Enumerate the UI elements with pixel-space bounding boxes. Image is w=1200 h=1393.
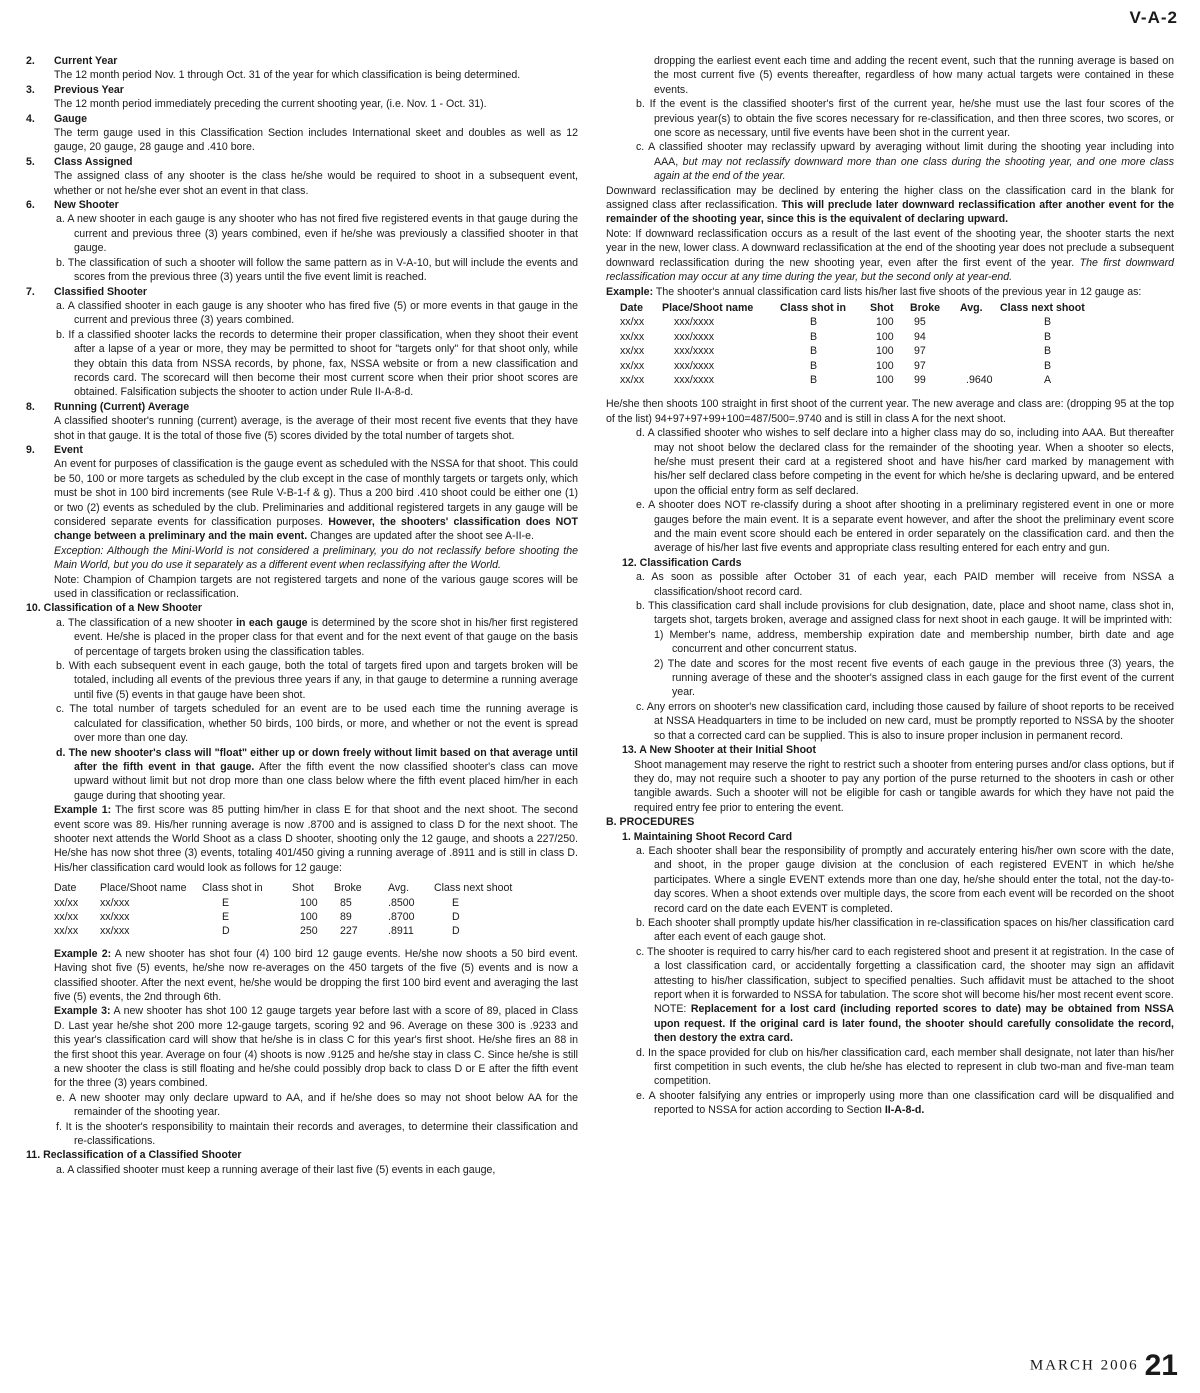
section-10-heading: 10. Classification of a New Shooter bbox=[26, 602, 203, 615]
section-8-heading: 8. Running (Current) Average bbox=[26, 400, 190, 413]
section-9-heading: 9. Event bbox=[26, 443, 83, 456]
table-row bbox=[620, 344, 1091, 358]
table-cell: B bbox=[810, 330, 818, 343]
table-cell bbox=[960, 359, 1000, 373]
table-cell: 100 bbox=[876, 330, 894, 343]
page-identifier: V-A-2 bbox=[1129, 8, 1178, 27]
table-cell: .9640 bbox=[966, 373, 993, 386]
table-cell: E bbox=[222, 910, 230, 923]
example-3: Example 3: A new shooter has shot 100 12 gauge targets year before last with a score of 89, placed in Class D. Last year he/she shot 200 more 12-gauge targets, scoring 92 and 96. Average on these 300 is .9233 and this year's classification card will show that he/she is in class C for this year's first shoot. He/she fires an 88 in the first shoot this year. Average on four (4) shoots is now .9125 and he/she stay in class C. Since he/she is still a new shooter the class is still floating and he/she could possibly drop back to class D or E after the fifth event for the three (3) years combined. bbox=[54, 1005, 578, 1090]
section-11b: b. If the event is the classified shooter's first of the current year, he/she must use the last four scores of the previous year(s) to obtain the five scores necessary for re-classification, and then three scores, two scores, or one score as necessary, until five events have been shot in the current year. bbox=[636, 98, 1174, 140]
table-row bbox=[620, 330, 1091, 344]
table-cell: xx/xx bbox=[620, 345, 645, 358]
table-cell: 100 bbox=[876, 316, 894, 329]
table-cell: E bbox=[222, 896, 230, 909]
table-cell: D bbox=[222, 925, 230, 938]
procedure-1e: e. A shooter falsifying any entries or improperly using more than one classification card will be disqualified and reported to NSSA for action according to Section II-A-8-d. bbox=[636, 1089, 1174, 1117]
section-12b-2: 2) The date and scores for the most recent five events of each gauge in the previous three (3) years, the running average of these and the shooter's assigned class in each gauge for the first event of the current year. bbox=[654, 657, 1174, 699]
table-row bbox=[620, 359, 1091, 373]
section-5-heading: 5. Class Assigned bbox=[26, 155, 133, 168]
section-11a-continued: dropping the earliest event each time and adding the recent event, such that the running average is based on the most current five (5) events thereafter, regardless of how many actual targets were contained in these events. bbox=[654, 55, 1174, 96]
table-header: Date bbox=[54, 882, 77, 895]
table-cell: 100 bbox=[876, 359, 894, 372]
procedure-1a: a. Each shooter shall bear the responsibility of promptly and accurately entering his/her own score with the date, and shoot, in the proper gauge division at the conclusion of each registered EVENT in which he/she participates. Where a single EVENT extends more than one day, he/she should enter the total, not the day-to-day scores. When a shoot extends over multiple days, the score from each event will be recorded on the shoot record card on the date each EVENT is completed. bbox=[636, 844, 1174, 915]
table-cell bbox=[960, 344, 1000, 358]
right-column bbox=[606, 54, 1174, 1118]
example-2: Example 2: A new shooter has shot four (4) 100 bird 12 gauge events. He/she now shoots a 50 bird event. Having shot five (5) events, he/she now re-averages on the 450 targets of the five (5) events and is now a classified shooter. After the next event, he/she would be dropping the first 100 bird event and averaging the last five (5) events, the 2nd through 6th. bbox=[54, 947, 578, 1003]
section-7b: b. If a classified shooter lacks the records to determine their proper classification, when they shoot their event after a lapse of a year or more, they may be permitted to shoot for "targets only" for that shoot only, while they obtain this data from NSSA records, by phone, fax, NSSA website or from a new classification and records card. The scorecard will then become their most current score when their prior shoot scores are obtained. Falsification subjects the shooter to action under Rule II-A-8-d. bbox=[56, 328, 578, 399]
table-cell: 227 bbox=[340, 925, 358, 938]
table-header: Shot bbox=[870, 301, 894, 314]
section-6b: b. The classification of such a shooter will follow the same pattern as in V-A-10, but will include the events and scores from the previous three (3) years until the five event limit is reached. bbox=[56, 256, 578, 284]
example-table-wrap bbox=[620, 301, 1174, 387]
table-cell: B bbox=[810, 345, 818, 358]
table-cell: xx/xxx bbox=[100, 896, 130, 909]
table-cell: A bbox=[1044, 373, 1052, 386]
table-cell: xx/xx bbox=[54, 896, 79, 909]
section-10c: c. The total number of targets scheduled for an event are to be used each time the running average is calculated for classification, whether 50 birds, 100 birds, or more, and whether or not the event is spread over more than one day. bbox=[56, 703, 578, 745]
table-cell: 100 bbox=[300, 910, 318, 923]
table-row bbox=[54, 910, 518, 924]
section-8-body: A classified shooter's running (current) average, is the average of their most recent five events that they have shot in that gauge. It is the total of those five (5) scores divided by the total number of targets shot. bbox=[54, 415, 578, 442]
section-13-heading: 13. A New Shooter at their Initial Shoot bbox=[622, 744, 817, 757]
section-7a: a. A classified shooter in each gauge is any shooter who has fired five (5) or more events in that gauge in the current and previous three (3) years combined. bbox=[56, 299, 578, 327]
table-cell: xx/xx bbox=[620, 330, 645, 343]
table-cell: xx/xxx bbox=[100, 925, 130, 938]
section-10e: e. A new shooter may only declare upward to AA, and if he/she does so may not shoot below AA for the remainder of the shooting year. bbox=[56, 1091, 578, 1119]
table-header-row bbox=[620, 301, 1091, 315]
section-6a: a. A new shooter in each gauge is any shooter who has not fired five registered events in that gauge during the current and previous three (3) years combined, even if he/she was previously a classified shooter in that gauge. bbox=[56, 213, 578, 255]
example-table bbox=[620, 301, 1091, 387]
footer-date: MARCH 2006 bbox=[1029, 1357, 1139, 1374]
table-cell: B bbox=[1044, 330, 1052, 343]
section-4-heading: 4. Gauge bbox=[26, 112, 87, 125]
table-cell: B bbox=[1044, 316, 1052, 329]
table-row bbox=[620, 373, 1091, 387]
page-number: 21 bbox=[1144, 1349, 1178, 1382]
section-12a: a. As soon as possible after October 31 of each year, each PAID member will receive from NSSA a classification/shoot record card. bbox=[636, 571, 1174, 598]
table-cell: 97 bbox=[914, 359, 926, 372]
section-13-body: Shoot management may reserve the right to restrict such a shooter from entering purses and/or class options, but if they do, may not require such a shooter to pay any portion of the purse returned to the shooters in cash or other tangible awards. Such a shooter will not be eligible for cash or tangible awards for which they have not paid the required entry fee prior to entering the event. bbox=[634, 758, 1174, 814]
table-cell: .8500 bbox=[388, 896, 415, 909]
section-5-body: The assigned class of any shooter is the class he/she would be required to shoot in a subsequent event, whether or not he/she ever shot an event in that class. bbox=[54, 170, 578, 197]
table-row bbox=[54, 924, 518, 938]
table-header: Broke bbox=[334, 882, 362, 895]
downward-note: Note: If downward reclassification occurs as a result of the last event of the shooting year, the shooter starts the next year in the new, lower class. A downward reclassification at the end of the shooting year does not preclude a subsequent downward reclassification during the new shooting year, even after the first event of the year. The first downward reclassification may occur at any time during the year, but the second only at year-end. bbox=[606, 227, 1174, 284]
table-cell: 94 bbox=[914, 330, 926, 343]
table-header: Class shot in bbox=[780, 301, 846, 314]
table-cell: xxx/xxxx bbox=[674, 345, 715, 358]
section-12-heading: 12. Classification Cards bbox=[622, 556, 742, 569]
table-cell: xxx/xxxx bbox=[674, 316, 715, 329]
table-cell: .8911 bbox=[388, 925, 414, 938]
table-row bbox=[620, 315, 1091, 329]
example-1: Example 1: The first score was 85 putting him/her in class E for that shoot and the next shoot. The second event score was 89. His/her running average is now .8700 and is assigned to class D for the next shoot. The shooter next attends the World Shoot as a class D shooter, shooting only the 12 gauge, and shoots a 227/250. He/she has now shot three (3) events, totaling 401/450 giving a running average of .8911 and is still in class D. His/her classification card would look as follows for 12 gauge: bbox=[54, 804, 578, 874]
section-12c: c. Any errors on shooter's new classification card, including those caused by failure of shoot reports to be received at NSSA Headquarters in time to be included on new card, must be promptly reported to NSSA by the shooter so that a corrected card can be supplied. This is also to insure proper inclusion in permanent record. bbox=[636, 700, 1174, 742]
section-10f: f. It is the shooter's responsibility to maintain their records and averages, to determine their classification and re-classifications. bbox=[56, 1120, 578, 1148]
page-footer bbox=[1030, 1349, 1178, 1383]
table-row bbox=[54, 896, 518, 910]
section-11d: d. A classified shooter who wishes to self declare into a higher class may do so, including into AAA. But thereafter may not shoot below the declared class for the remainder of the shooting year. When a shooter so elects, he/she must present their card at a registered shoot and have his/her card marked by management with his/her self declared class before competing in the event for which he/she is declaring upward, and be entered upon the official entry form as self declared. bbox=[636, 427, 1174, 497]
table-header: Place/Shoot name bbox=[100, 882, 187, 895]
section-12b-1: 1) Member's name, address, membership expiration date and membership number, birth date and age concurrent and other concurrent status. bbox=[654, 628, 1174, 656]
section-11a: a. A classified shooter must keep a running average of their last five (5) events in each gauge, bbox=[56, 1163, 496, 1176]
section-10a: a. The classification of a new shooter in each gauge is determined by the score shot in his/her first registered event. He/she is placed in the proper class for that event and for the next event of that gauge on the basis of percentage of targets broken using the classification tables. bbox=[56, 616, 578, 658]
section-10d: d. The new shooter's class will "float" either up or down freely without limit based on that average until after the fifth event in that gauge. After the fifth event the now classified shooter's class can move upward without limit but not drop more than one class below where the fifth event placed him/her in each gauge during that shooting year. bbox=[56, 746, 578, 802]
table-cell: xx/xx bbox=[54, 910, 79, 923]
section-12b: b. This classification card shall include provisions for club designation, date, place and shoot name, class shot in, targets shot, targets broken, average and assigned class for next shoot in each gauge. It will be imprinted with: bbox=[636, 600, 1174, 627]
table-header: Avg. bbox=[388, 882, 410, 895]
table-cell: 85 bbox=[340, 896, 352, 909]
table-cell: .8700 bbox=[388, 910, 415, 923]
table-cell: xx/xx bbox=[54, 925, 79, 938]
table-header: Date bbox=[620, 301, 643, 314]
table-cell: D bbox=[452, 910, 460, 923]
table-cell: 100 bbox=[876, 345, 894, 358]
section-4-body: The term gauge used in this Classification Section includes International skeet and doubles as well as 12 gauge, 20 gauge, 28 gauge and .410 bore. bbox=[54, 127, 578, 154]
procedure-1c: c. The shooter is required to carry his/her card to each registered shoot and present it at registration. In the case of a lost classification card, or accidentally forgetting a classification card, the shooter may sign an affidavit attesting to his/her classification, subject to specified penalties. Such affidavit must be attached to the shoot report when it is forwarded to NSSA for tabulation. The score shot will become his/her most recent event score. bbox=[636, 945, 1174, 1001]
procedures-heading: B. PROCEDURES bbox=[606, 816, 695, 829]
after-table-text: He/she then shoots 100 straight in first shoot of the current year. The new average and class are: (dropping 95 at the top of the list) 94+97+97+99+100=487/500=.9740 and is still in class A for the next shoot. bbox=[606, 398, 1174, 425]
table-cell: xx/xx bbox=[620, 359, 645, 372]
procedure-1d: d. In the space provided for club on his/her classification card, each member shall designate, not later than his/her first competition in such events, the club he/she has elected to represent in club two-man and five-man team competition. bbox=[636, 1046, 1174, 1088]
table-cell: xx/xx bbox=[620, 373, 645, 386]
section-9-exception: Exception: Although the Mini-World is not considered a preliminary, you do not reclassify before shooting the Main World, but you do use it separately as a different event when reclassifying after the World. bbox=[54, 544, 578, 572]
section-3-body: The 12 month period immediately preceding the current shooting year, (i.e. Nov. 1 - Oct. 31). bbox=[54, 98, 487, 111]
table-cell: xxx/xxxx bbox=[674, 359, 715, 372]
table-header: Class next shoot bbox=[1000, 301, 1085, 314]
table-cell: 250 bbox=[300, 925, 318, 938]
section-2-heading: 2. Current Year bbox=[26, 55, 118, 67]
table-cell: xx/xx bbox=[620, 316, 645, 329]
table-cell: E bbox=[452, 896, 460, 909]
table-header: Broke bbox=[910, 301, 941, 314]
section-11e: e. A shooter does NOT re-classify during a shoot after shooting in a preliminary registered event in one or more gauges before the main event. It is a separate event however, and after the shoot the preliminary event score and the main event score should each be entered in order separately on the classification card. and then the average of his/her last five events and appropriate class resulting entered for each entry and gun. bbox=[636, 499, 1174, 555]
table-header: Class shot in bbox=[202, 882, 263, 895]
table-header: Class next shoot bbox=[434, 882, 513, 895]
table-cell: 89 bbox=[340, 910, 352, 923]
procedure-1b: b. Each shooter shall promptly update his/her classification in re-classification spaces on his/her classification card after each event of each gauge shot. bbox=[636, 916, 1174, 944]
section-2-body: The 12 month period Nov. 1 through Oct. 31 of the year for which classification is being determined. bbox=[54, 69, 521, 82]
table-cell: 100 bbox=[300, 896, 318, 909]
table-cell: 100 bbox=[876, 373, 894, 386]
section-9-note: Note: Champion of Champion targets are not registered targets and none of the various gauge scores will be used in classification or reclassification. bbox=[54, 573, 578, 601]
table-cell: xxx/xxxx bbox=[674, 373, 715, 386]
table-cell: D bbox=[452, 925, 460, 938]
section-11-heading: 11. Reclassification of a Classified Shooter bbox=[26, 1149, 242, 1162]
section-6-heading: 6. New Shooter bbox=[26, 199, 119, 212]
table-cell: xx/xxx bbox=[100, 910, 130, 923]
table-cell: 97 bbox=[914, 345, 926, 358]
table-cell: B bbox=[1044, 345, 1052, 358]
section-11c: c. A classified shooter may reclassify upward by averaging without limit during the shooting year including into AAA, but may not reclassify downward more than one class during the shooting year, and one more class again at the end of the year. bbox=[636, 141, 1174, 183]
table-cell bbox=[960, 315, 1000, 329]
example-intro: Example: The shooter's annual classification card lists his/her last five shoots of the previous year in 12 gauge as: bbox=[606, 285, 1142, 298]
left-column bbox=[26, 54, 578, 1177]
table-cell: 95 bbox=[914, 316, 926, 329]
table-cell: xxx/xxxx bbox=[674, 330, 715, 343]
table-header: Place/Shoot name bbox=[662, 301, 754, 314]
downward-reclassification: Downward reclassification may be declined by entering the higher class on the classification card in the blank for assigned class after reclassification. This will preclude later downward reclassification after another event for the remainder of the shooting year, since this is the equivalent of declaring upward. bbox=[606, 184, 1174, 226]
table-header: Shot bbox=[292, 882, 314, 895]
procedure-1-heading: 1. Maintaining Shoot Record Card bbox=[622, 830, 793, 843]
table-cell: 99 bbox=[914, 373, 926, 386]
example-1-table bbox=[54, 881, 518, 939]
section-10b: b. With each subsequent event in each gauge, both the total of targets fired upon and targets broken will be totaled, including all events of the previous three years if any, in that gauge to determine a running average until five (5) events in that gauge have been shot. bbox=[56, 660, 578, 701]
table-cell: B bbox=[810, 316, 818, 329]
example-1-table-wrap bbox=[26, 881, 578, 939]
table-cell bbox=[960, 330, 1000, 344]
section-3-heading: 3. Previous Year bbox=[26, 83, 124, 96]
section-7-heading: 7. Classified Shooter bbox=[26, 285, 148, 298]
procedure-1c-note: NOTE: Replacement for a lost card (including reported scores to date) may be obtained from NSSA upon request. If the original card is later found, the shooter should carefully consolidate the record, then destory the extra card. bbox=[654, 1003, 1174, 1045]
table-header: Avg. bbox=[960, 301, 983, 314]
table-header-row bbox=[54, 881, 518, 895]
table-cell: B bbox=[810, 373, 818, 386]
table-cell: B bbox=[810, 359, 818, 372]
table-cell: B bbox=[1044, 359, 1052, 372]
section-9-body: An event for purposes of classification is the gauge event as scheduled with the NSSA for that shoot. This could be 50, 100 or more targets as scheduled by the club except in the case of monthly targets or targets only, which must be shot in 100 bird increments (see Rule V-B-1-f & g). Thus a 200 bird .410 shoot could be either one (1) or two (2) events as scheduled by the club. Preliminaries and additional registered targets in any gauge will be considered separate events for classification purposes. However, the shooters' classification does NOT change between a preliminary and the main event. Changes are updated after the shoot see A-II-e. bbox=[54, 458, 579, 543]
